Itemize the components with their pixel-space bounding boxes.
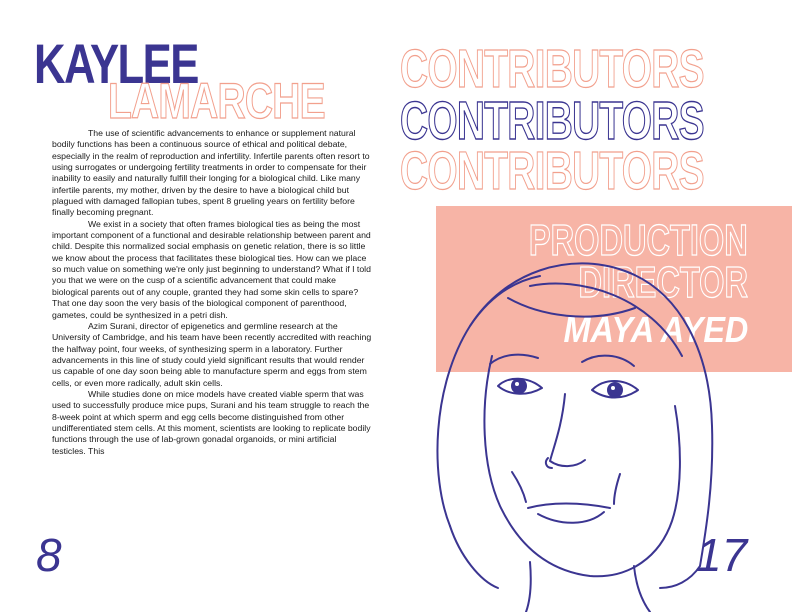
left-page-number: 8 [36,529,62,581]
contributor-name: MAYA AYED [563,309,748,350]
article-paragraph: While studies done on mice models have created viable sperm that was used to successfully produce mice pups, Surani and his team struggle to reach the 8-week point at which sperm and egg cells become distinguished from other undifferentiated stem cells. At this moment, scientists are looking to replicate bodily functions through the use of lab-grown gonadal organoids, or mini artificial testicles. This [52,388,371,456]
contributors-heading-2: CONTRIBUTORS [400,91,704,151]
contributor-portrait-illustration [420,236,720,612]
author-first-name: KAYLEE [34,32,198,95]
article-paragraph: The use of scientific advancements to enhance or supplement natural bodily functions has been a continuous source of ethical and political debate, especially in the realm of reproduction and infertility. Infertile parents often resort to using surrogates or undergoing fertility treatments in order to compensate for their inability to easily and naturally fulfill their longing for a biological child. Like many infertile parents, my mother, driven by the desire to have a biological child but plagued with damaged fallopian tubes, spent 8 grueling years on fertility before finally becoming pregnant. [52,128,370,218]
role-title-line-1: PRODUCTION [529,216,748,265]
article-paragraph: We exist in a society that often frames biological ties as being the most important component of a functional and desirable relationship between parent and child. Despite this normalized social emphasis on genetic relation, there is so little we know about the process that facilitates these biological ties. How can we place so much value on something we're only just beginning to understand? What if I told you that we were on the cusp of a scientific advancement that could make biological parents out of any couple, granted they had some skin cells to spare? That one day soon the very basis of the biological component of parenthood, gametes, could be synthesized in a petri dish. [52,218,371,320]
article-body [52,128,372,457]
role-title-line-2: DIRECTOR [578,258,748,307]
contributors-heading-3: CONTRIBUTORS [400,141,704,201]
author-last-name: LAMARCHE [108,73,325,129]
article-paragraph: Azim Surani, director of epigenetics and germline research at the University of Cambridge, and his team have been recently accredited with reaching the halfway point, four weeks, of synthesizing sperm in a laboratory. Further advancements in this line of study could yield significant results that would render us capable of one day soon being able to manufacture sperm and eggs from stem cells, or even more radically, adult skin cells. [52,320,372,388]
right-page-number: 17 [696,529,748,581]
contributors-heading-1: CONTRIBUTORS [400,39,704,99]
